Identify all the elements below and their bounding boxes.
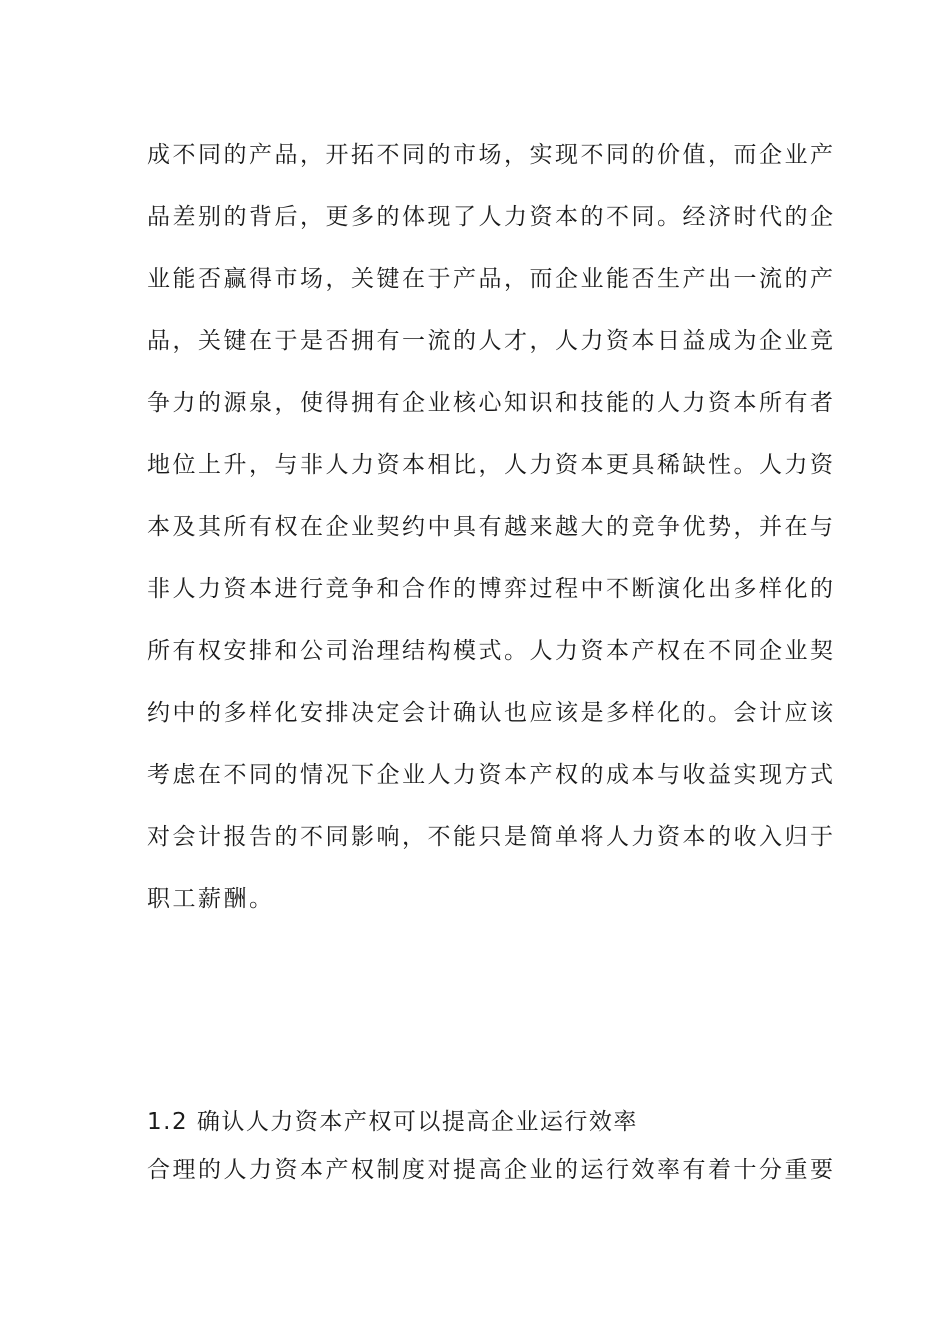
paragraph-line: 争力的源泉，使得拥有企业核心知识和技能的人力资本所有者: [147, 390, 836, 416]
paragraph-line: 所有权安排和公司治理结构模式。人力资本产权在不同企业契: [147, 638, 836, 664]
paragraph-line: 考虑在不同的情况下企业人力资本产权的成本与收益实现方式: [147, 762, 836, 788]
paragraph-line: 约中的多样化安排决定会计确认也应该是多样化的。会计应该: [147, 700, 836, 726]
paragraph-line: 职工薪酬。: [147, 886, 275, 912]
body-paragraph: [147, 131, 836, 937]
paragraph-line: 业能否赢得市场，关键在于产品，而企业能否生产出一流的产: [147, 266, 836, 292]
paragraph-line: 品，关键在于是否拥有一流的人才，人力资本日益成为企业竞: [147, 328, 836, 354]
section-heading: 1.2 确认人力资本产权可以提高企业运行效率: [147, 1109, 638, 1135]
paragraph-line: 地位上升，与非人力资本相比，人力资本更具稀缺性。人力资: [147, 452, 836, 478]
paragraph-line: 成不同的产品，开拓不同的市场，实现不同的价值，而企业产: [147, 142, 836, 168]
paragraph-line: 非人力资本进行竞争和合作的博弈过程中不断演化出多样化的: [147, 576, 836, 602]
paragraph-line: 本及其所有权在企业契约中具有越来越大的竞争优势，并在与: [147, 514, 836, 540]
paragraph-line: 对会计报告的不同影响，不能只是简单将人力资本的收入归于: [147, 824, 836, 850]
paragraph-line: 合理的人力资本产权制度对提高企业的运行效率有着十分重要: [147, 1157, 836, 1183]
paragraph-line: 品差别的背后，更多的体现了人力资本的不同。经济时代的企: [147, 204, 836, 230]
next-paragraph: [147, 1146, 836, 1208]
